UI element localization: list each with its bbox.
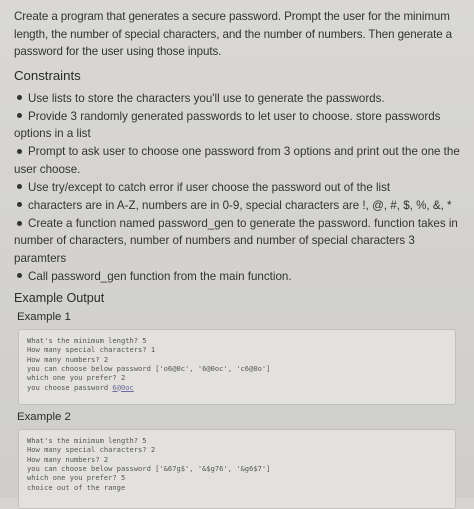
constraints-list bbox=[14, 90, 464, 285]
constraint-text: Prompt to ask user to choose one password from 3 options and print out the one the user choose. bbox=[14, 145, 460, 176]
code-line: choice out of the range bbox=[27, 482, 126, 492]
constraint-item bbox=[14, 143, 464, 177]
constraint-text: Call password_gen function from the main function. bbox=[28, 269, 292, 283]
code-line bbox=[27, 383, 447, 392]
bullet-icon bbox=[17, 184, 22, 189]
bullet-icon bbox=[17, 113, 22, 118]
constraint-item bbox=[14, 268, 464, 285]
example-1-heading: Example 1 bbox=[17, 311, 71, 324]
example-2-heading: Example 2 bbox=[17, 411, 71, 424]
constraints-heading: Constraints bbox=[14, 67, 81, 83]
constraint-text: characters are in A-Z, numbers are in 0-9, special characters are !, @, #, $, %, &, * bbox=[28, 199, 452, 212]
intro-paragraph: Create a program that generates a secure password. Prompt the user for the minimum length, the number of special characters, and the number of numbers. Then generate a password for the user using those inputs. bbox=[14, 10, 453, 59]
bullet-icon bbox=[17, 273, 22, 278]
constraint-item bbox=[14, 179, 464, 196]
code-line: which one you prefer? 5 bbox=[27, 473, 126, 483]
code-line: How many numbers? 2 bbox=[27, 454, 109, 464]
code-line: What's the minimum length? 5 bbox=[27, 336, 147, 346]
example-1-code-block bbox=[18, 329, 456, 405]
code-line: you can choose below password ['o6@0c', '6@0oc', 'c6@0o'] bbox=[27, 363, 271, 373]
code-line: How many numbers? 2 bbox=[27, 354, 109, 364]
bullet-icon bbox=[17, 149, 22, 154]
constraint-item bbox=[14, 215, 464, 267]
constraint-item bbox=[14, 108, 464, 142]
constraint-item bbox=[14, 90, 464, 107]
constraint-text: Provide 3 randomly generated passwords to let user to choose. store passwords options in a list bbox=[14, 109, 441, 141]
code-line: What's the minimum length? 5 bbox=[27, 436, 147, 446]
code-line: How many special characters? 2 bbox=[27, 445, 156, 455]
code-line: which one you prefer? 2 bbox=[27, 373, 126, 383]
constraint-text: Use try/except to catch error if user choose the password out of the list bbox=[28, 180, 391, 194]
bullet-icon bbox=[17, 95, 22, 100]
example-2-code-block bbox=[18, 429, 456, 509]
constraint-item bbox=[14, 197, 464, 214]
constraint-text: Create a function named password_gen to generate the password. function takes in number of characters, number of numbers and number of special characters 3 paramters bbox=[14, 217, 458, 265]
bullet-icon bbox=[17, 221, 22, 226]
code-line: How many special characters? 1 bbox=[27, 345, 156, 355]
constraint-text: Use lists to store the characters you'll use to generate the passwords. bbox=[28, 91, 385, 105]
chosen-password-link[interactable]: 6@0oc bbox=[112, 382, 134, 392]
code-line-prefix: you choose password bbox=[27, 382, 113, 392]
code-line: you can choose below password ['&67g$', '&$g76', '&g6$7'] bbox=[27, 463, 271, 473]
example-output-heading: Example Output bbox=[14, 291, 105, 306]
bullet-icon bbox=[17, 202, 22, 207]
